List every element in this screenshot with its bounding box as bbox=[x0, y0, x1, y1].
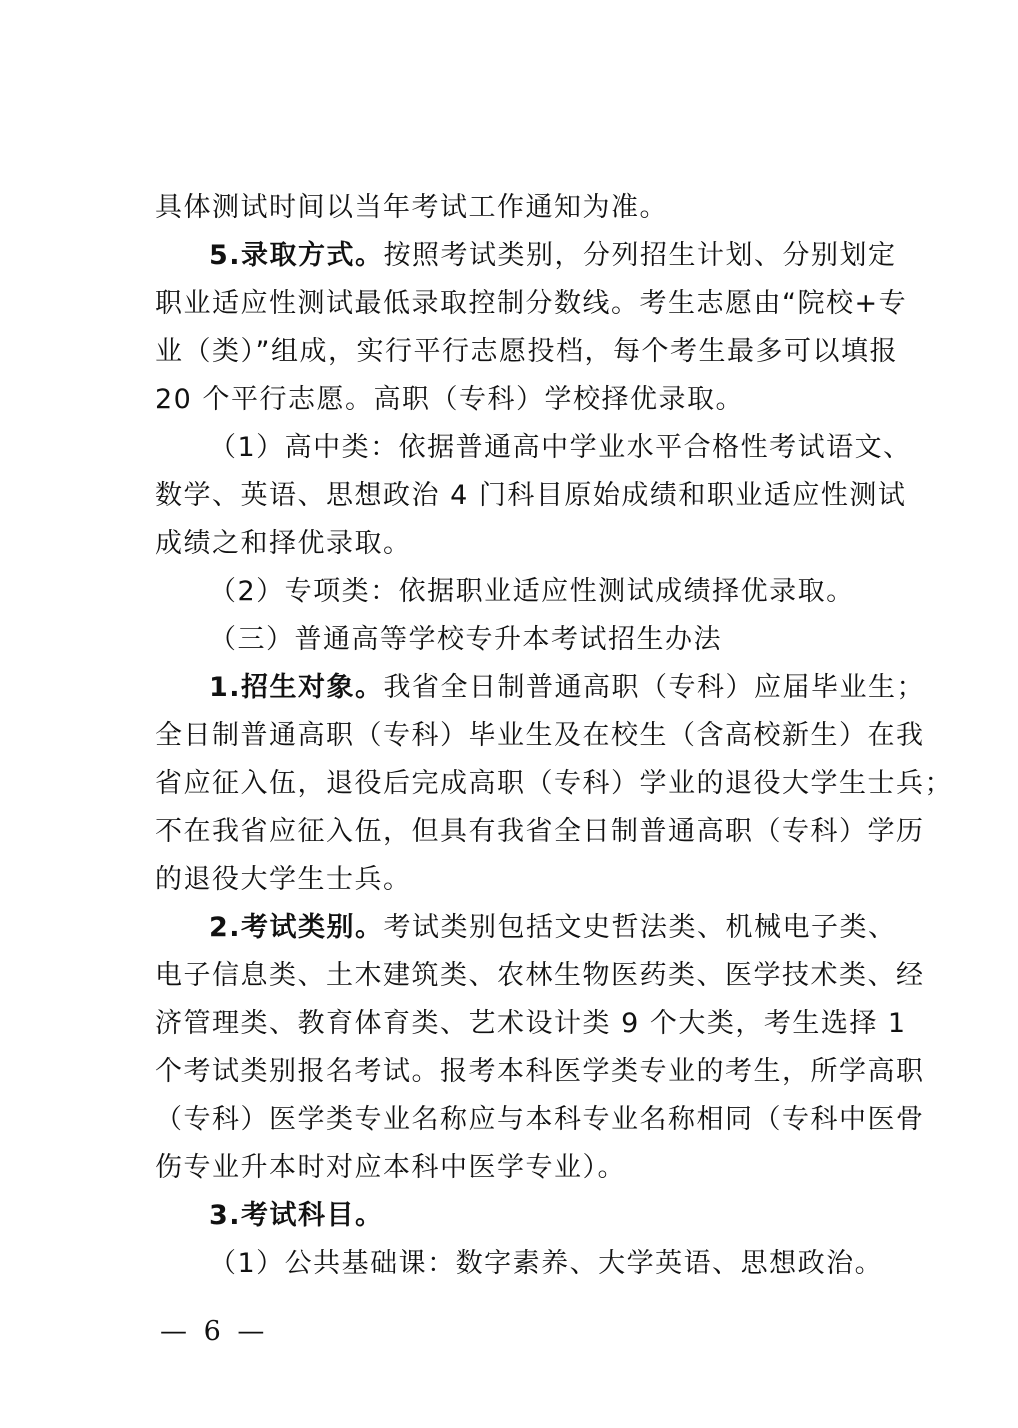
paragraph-line: （2）专项类：依据职业适应性测试成绩择优录取。 bbox=[209, 576, 855, 607]
paragraph-line: 的退役大学生士兵。 bbox=[155, 864, 412, 895]
paragraph-line: 业（类）”组成，实行平行志愿投档，每个考生最多可以填报 bbox=[155, 336, 898, 367]
paragraph-line: 全日制普通高职（专科）毕业生及在校生（含高校新生）在我 bbox=[155, 720, 925, 751]
paragraph-line: 2.考试类别。考试类别包括文史哲法类、机械电子类、 bbox=[209, 912, 897, 943]
paragraph-line: 电子信息类、土木建筑类、农林生物医药类、医学技术类、经 bbox=[155, 960, 925, 991]
paragraph-line: 数学、英语、思想政治 4 门科目原始成绩和职业适应性测试 bbox=[155, 480, 907, 511]
section-heading: 2.考试类别。 bbox=[209, 912, 384, 943]
section-heading: 3.考试科目。 bbox=[209, 1200, 384, 1231]
paragraph-line: 济管理类、教育体育类、艺术设计类 9 个大类，考生选择 1 bbox=[155, 1008, 907, 1039]
paragraph-line: 5.录取方式。按照考试类别，分列招生计划、分别划定 bbox=[209, 240, 897, 271]
subsection-title: （三）普通高等学校专升本考试招生办法 bbox=[209, 624, 722, 655]
section-heading: 1.招生对象。 bbox=[209, 672, 384, 703]
paragraph-line bbox=[209, 1192, 863, 1240]
paragraph-line: （1）公共基础课：数字素养、大学英语、思想政治。 bbox=[209, 1248, 884, 1279]
paragraph-line: 20 个平行志愿。高职（专科）学校择优录取。 bbox=[155, 384, 744, 415]
paragraph-line: 成绩之和择优录取。 bbox=[155, 528, 412, 559]
paragraph-line: 职业适应性测试最低录取控制分数线。考生志愿由“院校+专 bbox=[155, 288, 908, 319]
paragraph-line: 省应征入伍，退役后完成高职（专科）学业的退役大学生士兵； bbox=[155, 768, 953, 799]
page-number: — 6 — bbox=[160, 1316, 269, 1347]
section-heading: 5.录取方式。 bbox=[209, 240, 384, 271]
paragraph-line: 个考试类别报名考试。报考本科医学类专业的考生，所学高职 bbox=[155, 1056, 925, 1087]
paragraph-line: 1.招生对象。我省全日制普通高职（专科）应届毕业生； bbox=[209, 672, 926, 703]
paragraph-line: 具体测试时间以当年考试工作通知为准。 bbox=[155, 192, 668, 223]
paragraph-line: 伤专业升本时对应本科中医学专业）。 bbox=[155, 1152, 626, 1183]
paragraph-line: （1）高中类：依据普通高中学业水平合格性考试语文、 bbox=[209, 432, 912, 463]
paragraph-line: （专科）医学类专业名称应与本科专业名称相同（专科中医骨 bbox=[155, 1104, 925, 1135]
paragraph-line: 不在我省应征入伍，但具有我省全日制普通高职（专科）学历 bbox=[155, 816, 925, 847]
